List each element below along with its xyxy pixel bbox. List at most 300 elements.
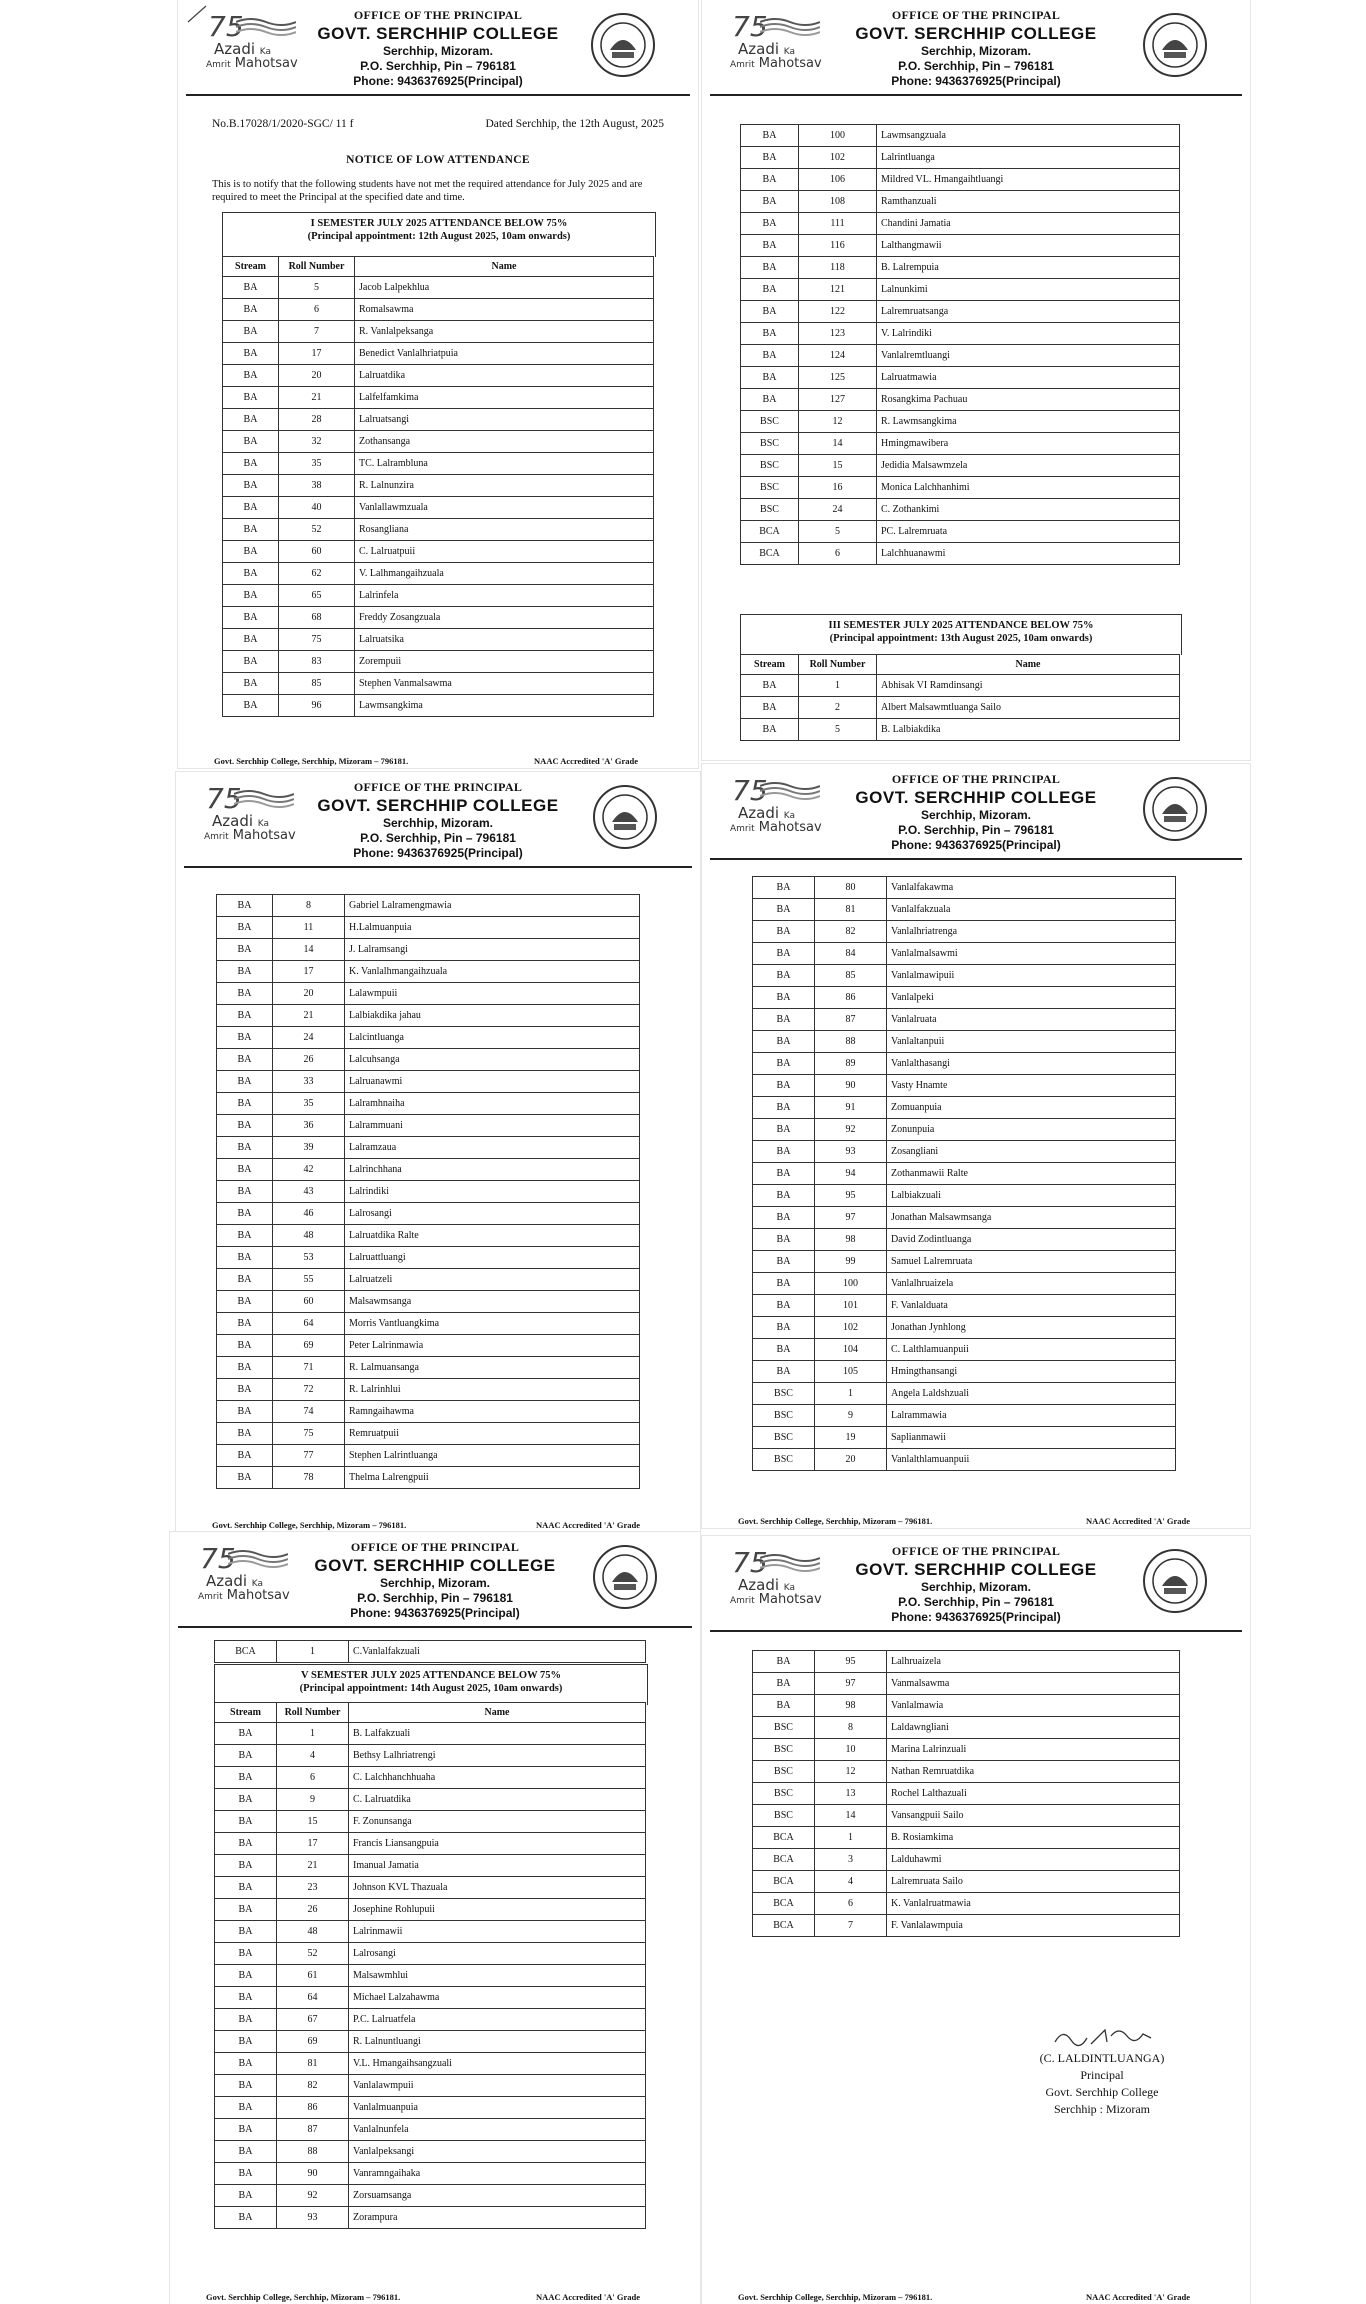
name-cell: B. Lalfakzuali: [349, 1723, 646, 1745]
name-cell: Abhisak VI Ramdinsangi: [877, 675, 1180, 697]
name-cell: Stephen Lalrintluanga: [345, 1445, 640, 1467]
table-row: [753, 1009, 1176, 1031]
stream-cell: BA: [223, 585, 279, 607]
college-seal-icon: [592, 1544, 658, 1610]
footer-address: Govt. Serchhip College, Serchhip, Mizoram – 796181.: [206, 2292, 401, 2302]
principal-name: (C. LALDINTLUANGA): [1039, 2051, 1165, 2065]
name-cell: Malsawmhlui: [349, 1965, 646, 1987]
name-cell: Mildred VL. Hmangaihtluangi: [877, 169, 1180, 191]
college-phone: Phone: 9436376925(Principal): [353, 74, 523, 88]
roll-cell: 93: [815, 1141, 887, 1163]
table-row: [217, 939, 640, 961]
name-cell: Lalruatzeli: [345, 1269, 640, 1291]
name-cell: Lalthangmawii: [877, 235, 1180, 257]
table-row: [217, 1203, 640, 1225]
roll-cell: 15: [799, 455, 877, 477]
name-cell: Lalrinmawii: [349, 1921, 646, 1943]
name-cell: Vanlalruata: [887, 1009, 1176, 1031]
roll-cell: 33: [273, 1071, 345, 1093]
roll-cell: 104: [815, 1339, 887, 1361]
roll-cell: 26: [277, 1899, 349, 1921]
roll-cell: 43: [273, 1181, 345, 1203]
logo-ka: Ka: [257, 819, 270, 829]
table-row: [753, 1849, 1180, 1871]
roll-cell: 55: [273, 1269, 345, 1291]
footer-address: Govt. Serchhip College, Serchhip, Mizoram – 796181.: [212, 1520, 407, 1530]
stream-cell: BA: [741, 213, 799, 235]
table-row: [223, 563, 654, 585]
roll-cell: 105: [815, 1361, 887, 1383]
roll-cell: 21: [277, 1855, 349, 1877]
stream-cell: BA: [753, 1695, 815, 1717]
sem5-table-continued: [752, 1650, 1180, 1937]
name-cell: Lalruattluangi: [345, 1247, 640, 1269]
stream-cell: BA: [223, 541, 279, 563]
table-row: [753, 1673, 1180, 1695]
college-po: P.O. Serchhip, Pin – 796181: [360, 59, 516, 73]
stream-cell: BA: [215, 2053, 277, 2075]
roll-cell: 90: [815, 1075, 887, 1097]
table-header-row: [223, 257, 654, 277]
table-row: [741, 411, 1180, 433]
table-row: [217, 1005, 640, 1027]
name-cell: R. Lalnunzira: [355, 475, 654, 497]
stream-cell: BA: [753, 1339, 815, 1361]
roll-cell: 7: [279, 321, 355, 343]
name-cell: Stephen Vanmalsawma: [355, 673, 654, 695]
stream-cell: BA: [217, 1445, 273, 1467]
table-row: [753, 1053, 1176, 1075]
table-row: [753, 1915, 1180, 1937]
name-cell: Vanlalpeki: [887, 987, 1176, 1009]
name-cell: Vanlaltanpuii: [887, 1031, 1176, 1053]
table-row: [753, 1427, 1176, 1449]
roll-cell: 85: [279, 673, 355, 695]
roll-cell: 35: [279, 453, 355, 475]
stream-cell: BA: [223, 673, 279, 695]
logo-azadi: Azadi: [206, 1572, 248, 1590]
stream-cell: BCA: [753, 1915, 815, 1937]
roll-cell: 8: [273, 895, 345, 917]
stream-cell: BA: [217, 895, 273, 917]
roll-cell: 9: [815, 1405, 887, 1427]
roll-cell: 46: [273, 1203, 345, 1225]
college-name: GOVT. SERCHHIP COLLEGE: [855, 1560, 1097, 1579]
name-cell: Hmingthansangi: [887, 1361, 1176, 1383]
table-row: [753, 1893, 1180, 1915]
stream-cell: BA: [223, 475, 279, 497]
roll-cell: 5: [279, 277, 355, 299]
college-name: GOVT. SERCHHIP COLLEGE: [314, 1556, 556, 1575]
name-cell: Zorsuamsanga: [349, 2185, 646, 2207]
roll-cell: 83: [279, 651, 355, 673]
header-rule: [710, 858, 1242, 860]
name-cell: H.Lalmuanpuia: [345, 917, 640, 939]
stream-cell: BA: [753, 1141, 815, 1163]
name-cell: V. Lalhmangaihzuala: [355, 563, 654, 585]
stream-cell: BA: [215, 1987, 277, 2009]
logo-number: 75: [206, 782, 242, 815]
roll-cell: 11: [273, 917, 345, 939]
name-cell: Vanlalhruaizela: [887, 1273, 1176, 1295]
table-row: [215, 2009, 646, 2031]
name-cell: Zonunpuia: [887, 1119, 1176, 1141]
stream-cell: BA: [217, 1027, 273, 1049]
roll-cell: 20: [815, 1449, 887, 1471]
logo-azadi: Azadi: [738, 40, 780, 58]
stream-cell: BA: [217, 1313, 273, 1335]
stream-cell: BA: [741, 301, 799, 323]
table-row: [217, 917, 640, 939]
table-row: [217, 1137, 640, 1159]
college-name: GOVT. SERCHHIP COLLEGE: [317, 796, 559, 815]
table-row: [215, 2141, 646, 2163]
name-cell: Jonathan Malsawmsanga: [887, 1207, 1176, 1229]
college-place: Serchhip, Mizoram.: [920, 808, 1032, 822]
college-place: Serchhip, Mizoram.: [379, 1576, 491, 1590]
stream-cell: BA: [753, 1361, 815, 1383]
roll-cell: 40: [279, 497, 355, 519]
stream-cell: BA: [223, 607, 279, 629]
college-seal-icon: [590, 12, 656, 78]
roll-cell: 20: [279, 365, 355, 387]
roll-cell: 121: [799, 279, 877, 301]
name-cell: Vanmalsawma: [887, 1673, 1180, 1695]
col-stream: Stream: [215, 1703, 277, 1723]
stream-cell: BA: [223, 695, 279, 717]
sem1-table-continued: [740, 124, 1180, 565]
stream-cell: BA: [217, 1071, 273, 1093]
logo-ka: Ka: [251, 1579, 264, 1589]
table-row: [217, 895, 640, 917]
roll-cell: 36: [273, 1115, 345, 1137]
name-cell: Marina Lalrinzuali: [887, 1739, 1180, 1761]
stream-cell: BA: [753, 1317, 815, 1339]
logo-ka: Ka: [783, 47, 796, 57]
name-cell: Vanlalmuanpuia: [349, 2097, 646, 2119]
name-cell: Lalruatdika Ralte: [345, 1225, 640, 1247]
stream-cell: BA: [753, 987, 815, 1009]
college-seal-icon: [1142, 1548, 1208, 1614]
roll-cell: 21: [279, 387, 355, 409]
header-rule: [178, 1626, 692, 1628]
name-cell: Ramthanzuali: [877, 191, 1180, 213]
sem1-title: I SEMESTER JULY 2025 ATTENDANCE BELOW 75%: [310, 218, 568, 229]
stream-cell: BA: [753, 1251, 815, 1273]
name-cell: Romalsawma: [355, 299, 654, 321]
table-row: [753, 1339, 1176, 1361]
table-row: [223, 651, 654, 673]
stream-cell: BA: [217, 1159, 273, 1181]
name-cell: C. Lalruatdika: [349, 1789, 646, 1811]
name-cell: TC. Lalrambluna: [355, 453, 654, 475]
stream-cell: BA: [217, 1115, 273, 1137]
roll-cell: 81: [277, 2053, 349, 2075]
notice-page-4: [702, 764, 1250, 1528]
name-cell: K. Vanlalruatmawia: [887, 1893, 1180, 1915]
principal-college: Govt. Serchhip College: [1045, 2085, 1159, 2099]
name-cell: R. Lawmsangkima: [877, 411, 1180, 433]
name-cell: Lalrosangi: [345, 1203, 640, 1225]
roll-cell: 64: [273, 1313, 345, 1335]
stream-cell: BCA: [215, 1641, 277, 1663]
roll-cell: 127: [799, 389, 877, 411]
name-cell: Johnson KVL Thazuala: [349, 1877, 646, 1899]
college-place: Serchhip, Mizoram.: [382, 44, 494, 58]
name-cell: Vanlalthlamuanpuii: [887, 1449, 1176, 1471]
college-seal-icon: [1142, 12, 1208, 78]
table-row: [741, 279, 1180, 301]
stream-cell: BA: [217, 1093, 273, 1115]
logo-amrit: Amrit: [204, 832, 229, 842]
table-row: [215, 1899, 646, 1921]
table-row: [217, 1379, 640, 1401]
table-row: [741, 675, 1180, 697]
table-row: [753, 965, 1176, 987]
logo-number: 75: [732, 774, 768, 807]
roll-cell: 60: [273, 1291, 345, 1313]
roll-cell: 80: [815, 877, 887, 899]
table-row: [215, 1987, 646, 2009]
name-cell: B. Lalrempuia: [877, 257, 1180, 279]
table-row: [741, 697, 1180, 719]
table-row: [753, 899, 1176, 921]
table-row: [741, 257, 1180, 279]
office-title: OFFICE OF THE PRINCIPAL: [353, 780, 523, 794]
letterhead: [170, 1532, 700, 1630]
roll-cell: 91: [815, 1097, 887, 1119]
logo-ka: Ka: [259, 47, 272, 57]
stream-cell: BA: [215, 2097, 277, 2119]
stream-cell: BSC: [753, 1739, 815, 1761]
name-cell: Lalduhawmi: [887, 1849, 1180, 1871]
logo-azadi: Azadi: [738, 804, 780, 822]
table-row: [215, 1877, 646, 1899]
roll-cell: 14: [273, 939, 345, 961]
table-row: [223, 607, 654, 629]
roll-cell: 69: [277, 2031, 349, 2053]
name-cell: Peter Lalrinmawia: [345, 1335, 640, 1357]
table-row: [753, 987, 1176, 1009]
college-po: P.O. Serchhip, Pin – 796181: [357, 1591, 513, 1605]
name-cell: Lalcuhsanga: [345, 1049, 640, 1071]
stream-cell: BA: [223, 387, 279, 409]
college-place: Serchhip, Mizoram.: [382, 816, 494, 830]
roll-cell: 85: [815, 965, 887, 987]
name-cell: Lalrosangi: [349, 1943, 646, 1965]
name-cell: Lalruanawmi: [345, 1071, 640, 1093]
table-row: [741, 301, 1180, 323]
name-cell: Lalfelfamkima: [355, 387, 654, 409]
roll-cell: 122: [799, 301, 877, 323]
notice-page-1: [178, 0, 698, 768]
table-row: [223, 629, 654, 651]
roll-cell: 92: [277, 2185, 349, 2207]
roll-cell: 14: [799, 433, 877, 455]
stream-cell: BA: [217, 939, 273, 961]
header-rule: [710, 1630, 1242, 1632]
stream-cell: BA: [215, 1745, 277, 1767]
name-cell: Angela Laldshzuali: [887, 1383, 1176, 1405]
stream-cell: BA: [217, 1401, 273, 1423]
name-cell: Zothanmawii Ralte: [887, 1163, 1176, 1185]
table-row: [753, 943, 1176, 965]
roll-cell: 52: [277, 1943, 349, 1965]
col-roll: Roll Number: [277, 1703, 349, 1723]
roll-cell: 14: [815, 1805, 887, 1827]
roll-cell: 92: [815, 1119, 887, 1141]
roll-cell: 94: [815, 1163, 887, 1185]
name-cell: Lalramzaua: [345, 1137, 640, 1159]
college-po: P.O. Serchhip, Pin – 796181: [898, 59, 1054, 73]
stream-cell: BA: [217, 1181, 273, 1203]
table-row: [753, 1739, 1180, 1761]
roll-cell: 111: [799, 213, 877, 235]
sem3-subtitle: (Principal appointment: 13th August 2025, 10am onwards): [829, 633, 1093, 644]
stream-cell: BA: [753, 1207, 815, 1229]
sem3-title: III SEMESTER JULY 2025 ATTENDANCE BELOW 75%: [828, 620, 1094, 631]
roll-cell: 98: [815, 1229, 887, 1251]
roll-cell: 102: [799, 147, 877, 169]
roll-cell: 95: [815, 1651, 887, 1673]
roll-cell: 5: [799, 521, 877, 543]
roll-cell: 62: [279, 563, 355, 585]
college-phone: Phone: 9436376925(Principal): [891, 1610, 1061, 1624]
table-row: [215, 1723, 646, 1745]
name-cell: Lalhruaizela: [887, 1651, 1180, 1673]
table-row: [741, 499, 1180, 521]
logo-amrit: Amrit: [206, 60, 231, 70]
logo-ka: Ka: [783, 1583, 796, 1593]
stream-cell: BA: [217, 961, 273, 983]
table-row: [215, 1789, 646, 1811]
name-cell: Morris Vantluangkima: [345, 1313, 640, 1335]
footer-naac: NAAC Accredited 'A' Grade: [536, 1520, 640, 1530]
roll-cell: 17: [279, 343, 355, 365]
roll-cell: 86: [815, 987, 887, 1009]
letterhead: [176, 772, 700, 870]
table-row: [223, 387, 654, 409]
roll-cell: 39: [273, 1137, 345, 1159]
stream-cell: BA: [753, 1075, 815, 1097]
stream-cell: BA: [215, 1943, 277, 1965]
name-cell: Imanual Jamatia: [349, 1855, 646, 1877]
stream-cell: BSC: [741, 411, 799, 433]
table-header-row: [215, 1703, 646, 1723]
sem3-table-continued: [216, 894, 640, 1489]
table-row: [217, 1423, 640, 1445]
name-cell: Francis Liansangpuia: [349, 1833, 646, 1855]
name-cell: Laldawngliani: [887, 1717, 1180, 1739]
table-row: [217, 961, 640, 983]
stream-cell: BA: [217, 1423, 273, 1445]
stream-cell: BA: [223, 651, 279, 673]
college-po: P.O. Serchhip, Pin – 796181: [898, 1595, 1054, 1609]
logo-azadi: Azadi: [214, 40, 256, 58]
stream-cell: BA: [215, 1833, 277, 1855]
roll-cell: 88: [277, 2141, 349, 2163]
roll-cell: 24: [273, 1027, 345, 1049]
principal-place: Serchhip : Mizoram: [1054, 2102, 1150, 2116]
stream-cell: BA: [753, 877, 815, 899]
stream-cell: BA: [217, 1225, 273, 1247]
name-cell: Zorempuii: [355, 651, 654, 673]
table-row: [215, 2163, 646, 2185]
college-phone: Phone: 9436376925(Principal): [350, 1606, 520, 1620]
stream-cell: BA: [215, 2075, 277, 2097]
name-cell: Chandini Jamatia: [877, 213, 1180, 235]
table-row: [753, 1449, 1176, 1471]
table-row: [217, 1445, 640, 1467]
name-cell: Rosangkima Pachuau: [877, 389, 1180, 411]
roll-cell: 101: [815, 1295, 887, 1317]
page-footer: [178, 752, 698, 766]
roll-cell: 1: [799, 675, 877, 697]
table-row: [217, 1401, 640, 1423]
name-cell: Gabriel Lalramengmawia: [345, 895, 640, 917]
table-row: [215, 2207, 646, 2229]
table-row: [741, 213, 1180, 235]
logo-amrit: Amrit: [730, 1596, 755, 1606]
table-row: [753, 1317, 1176, 1339]
stream-cell: BA: [217, 983, 273, 1005]
col-roll: Roll Number: [279, 257, 355, 277]
roll-cell: 95: [815, 1185, 887, 1207]
sem5-title: V SEMESTER JULY 2025 ATTENDANCE BELOW 75%: [300, 1670, 562, 1681]
stream-cell: BA: [741, 279, 799, 301]
name-cell: Ramngaihawma: [345, 1401, 640, 1423]
table-row: [753, 1141, 1176, 1163]
stream-cell: BA: [223, 431, 279, 453]
table-row: [223, 541, 654, 563]
table-row: [753, 1119, 1176, 1141]
name-cell: C. Lalthlamuanpuii: [887, 1339, 1176, 1361]
name-cell: Vanramngaihaka: [349, 2163, 646, 2185]
roll-cell: 52: [279, 519, 355, 541]
sem3-caption: [740, 614, 1182, 655]
name-cell: Michael Lalzahawma: [349, 1987, 646, 2009]
table-row: [753, 1185, 1176, 1207]
stream-cell: BA: [215, 1767, 277, 1789]
name-cell: R. Lalnuntluangi: [349, 2031, 646, 2053]
stream-cell: BA: [753, 1185, 815, 1207]
college-place: Serchhip, Mizoram.: [920, 44, 1032, 58]
table-row: [217, 1159, 640, 1181]
stream-cell: BCA: [753, 1827, 815, 1849]
stream-cell: BA: [741, 235, 799, 257]
stream-cell: BA: [223, 321, 279, 343]
name-cell: Lalremruatsanga: [877, 301, 1180, 323]
table-row: [753, 1871, 1180, 1893]
stream-cell: BA: [215, 2163, 277, 2185]
col-stream: Stream: [223, 257, 279, 277]
table-row: [753, 1163, 1176, 1185]
college-seal-icon: [1142, 776, 1208, 842]
table-row: [741, 345, 1180, 367]
roll-cell: 17: [277, 1833, 349, 1855]
col-name: Name: [349, 1703, 646, 1723]
stream-cell: BSC: [753, 1761, 815, 1783]
stream-cell: BA: [217, 1335, 273, 1357]
stream-cell: BA: [753, 1295, 815, 1317]
stream-cell: BA: [753, 943, 815, 965]
roll-cell: 5: [799, 719, 877, 741]
name-cell: F. Vanlalawmpuia: [887, 1915, 1180, 1937]
stream-cell: BSC: [753, 1449, 815, 1471]
roll-cell: 4: [277, 1745, 349, 1767]
roll-cell: 35: [273, 1093, 345, 1115]
name-cell: Lalrammuani: [345, 1115, 640, 1137]
